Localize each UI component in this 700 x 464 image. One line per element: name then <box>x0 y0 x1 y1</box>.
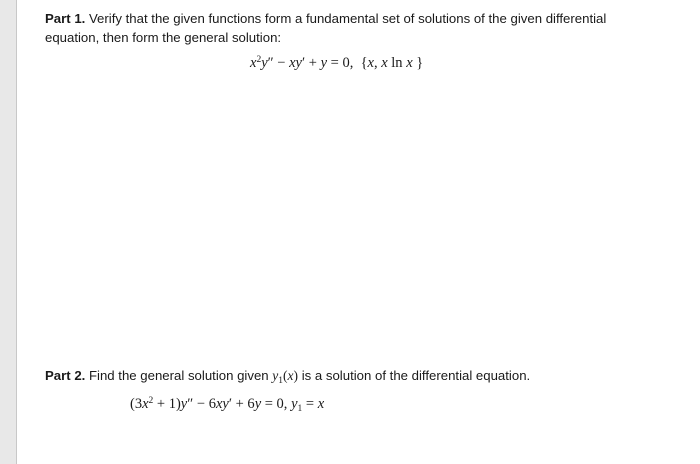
part2-prompt <box>45 366 685 385</box>
part2-inline-math: $y_1(x)$ <box>272 368 299 386</box>
part2-label: Part 2. <box>45 368 86 383</box>
part1-text-line2: equation, then form the general solution: <box>45 30 282 45</box>
part2-text-before: Find the general solution given <box>85 368 273 383</box>
part1-equation: $x^2y'' - xy' + y = 0$, {x, x ln x } <box>250 55 424 71</box>
part2-equation: $(3x^2 + 1)y'' - 6xy' + 6y = 0$, $y_1 = x$ <box>130 396 325 414</box>
document-page <box>16 0 700 464</box>
part1-label: Part 1. <box>45 11 86 26</box>
part1-prompt <box>45 9 685 47</box>
part2-text-after: is a solution of the differential equation. <box>298 368 531 383</box>
part1-text-line1: Verify that the given functions form a fundamental set of solutions of the given differential <box>85 11 607 26</box>
